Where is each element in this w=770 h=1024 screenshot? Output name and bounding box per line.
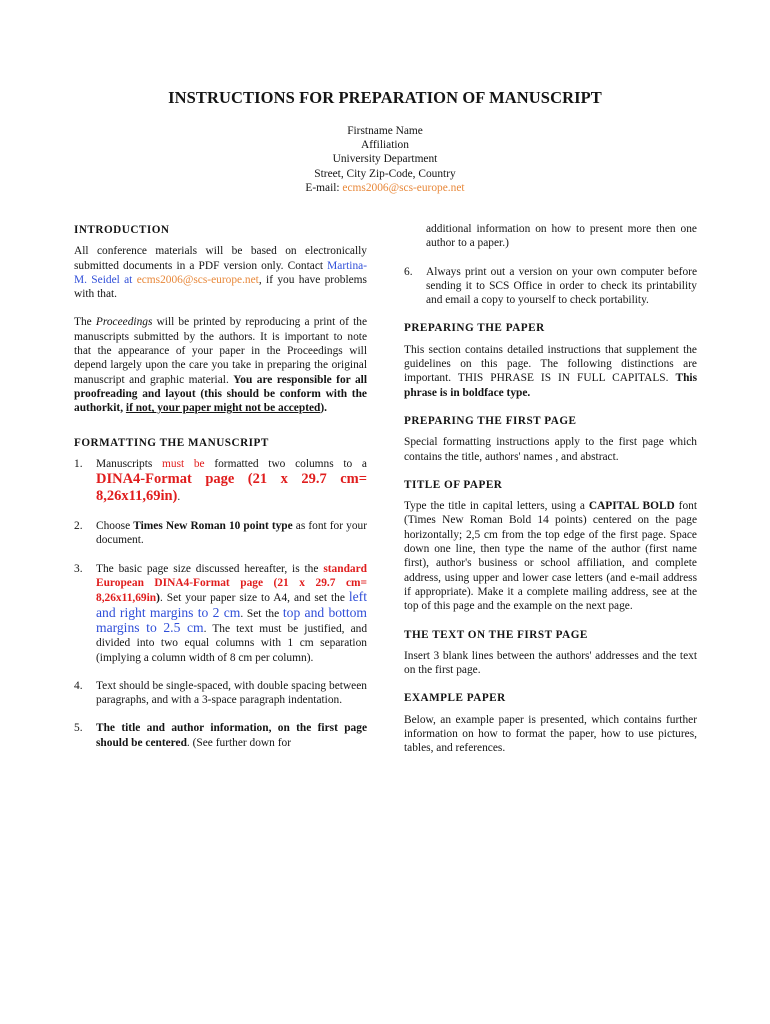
text-run: Type the title in capital letters, using a (404, 500, 589, 513)
text-run: formatted two columns to a (204, 457, 367, 470)
text-run: CAPITAL BOLD (588, 500, 675, 513)
text-run: standard European DINA4-Format page (21 x 29.7 cm= 8,26x11,69in (96, 562, 367, 605)
list-item-3 (74, 562, 367, 665)
text-run: Proceedings (95, 316, 153, 329)
author-email (0, 181, 770, 195)
text-run: Choose (96, 520, 134, 533)
text-run: This section contains detailed instructions that supplement the guidelines on this page. The following distinctions are important. THIS PHRASE IS IN FULL CAPITALS. (404, 343, 697, 385)
text-run: will be printed by reproducing a print of the manuscripts submitted by the authors. It is important to note that the appearance of your paper in the Proceedings will depend largely upon the care you take in preparing the original manuscript and graphic material. (74, 316, 367, 386)
text-first-page-paragraph: Insert 3 blank lines between the authors' addresses and the text on the first page. (404, 649, 697, 677)
intro-paragraph-2 (74, 315, 367, 415)
section-heading-text-first-page: THE TEXT ON THE FIRST PAGE (404, 628, 588, 641)
text-run: ) (156, 592, 160, 605)
list-number: 1. (74, 457, 83, 470)
paper-title: INSTRUCTIONS FOR PREPARATION OF MANUSCRIPT (168, 88, 602, 107)
text-run: must be (162, 457, 205, 470)
list-item-text (96, 520, 367, 546)
right-column (404, 222, 697, 756)
list-item-text (96, 722, 367, 748)
text-run: The (74, 316, 96, 329)
left-column (74, 222, 367, 750)
list-item-5-continuation: additional information on how to present more then one author to a paper.) (426, 223, 697, 250)
section-heading-formatting: FORMATTING THE MANUSCRIPT (74, 436, 269, 449)
text-run[interactable]: ecms2006@scs-europe.net (136, 273, 259, 286)
first-page-paragraph: Special formatting instructions apply to the first page which contains the title, authors' names , and abstract. (404, 436, 697, 463)
list-item-4 (74, 679, 367, 708)
list-number: 3. (74, 562, 83, 575)
list-item-1 (74, 457, 367, 505)
text-run: Manuscripts (96, 457, 163, 470)
list-item-text (96, 458, 367, 503)
section-heading-preparing-paper: PREPARING THE PAPER (404, 322, 545, 335)
text-run: . The text must be justified, and divided into two equal columns with 1 cm separation (implying a column width of 8 cm per column). (96, 622, 368, 664)
list-item-text: Always print out a version on your own computer before sending it to SCS Office in order to check its printability and email a copy to yourself to check portability. (426, 265, 697, 307)
text-run: Times New Roman 10 point type (133, 520, 293, 533)
list-number: 2. (74, 520, 83, 533)
section-heading-example-paper: EXAMPLE PAPER (404, 692, 506, 705)
list-number: 6. (404, 265, 413, 278)
list-item-6 (404, 265, 697, 308)
text-run: The basic page size discussed hereafter, is the (96, 562, 324, 575)
intro-paragraph-1 (74, 244, 367, 301)
title-of-paper-paragraph (404, 499, 697, 613)
section-heading-first-page: PREPARING THE FIRST PAGE (404, 414, 577, 427)
text-run: left and right margins to 2 cm (96, 589, 367, 620)
text-run: . (177, 491, 181, 504)
text-run: as font for your document. (96, 520, 367, 547)
list-item-text (96, 680, 367, 706)
author-department: University Department (332, 153, 438, 166)
text-run: , if you have problems with that. (74, 273, 367, 301)
section-heading-introduction: INTRODUCTION (74, 224, 170, 236)
list-number: 4. (74, 679, 83, 692)
author-address: Street, City Zip-Code, Country (314, 167, 456, 180)
text-run: . Set the (240, 607, 283, 620)
list-number: 5. (74, 722, 83, 735)
text-run: ). (320, 402, 328, 415)
author-affiliation: Affiliation (361, 139, 409, 152)
text-run: top and bottom margins to 2.5 cm (96, 604, 367, 635)
section-heading-title-of-paper: TITLE OF PAPER (404, 478, 503, 491)
text-run: font (Times New Roman Bold 14 points) centered on the page horizontally; 2,5 cm from the top edge of the first page. Space down one line, then type the name of the author (first name first), author's business or school affiliation, and complete address, using upper and lower case letters (and e-mail address if appropriate). Make it a complete mailing address, see at the top of this page and the example on the next page. (404, 500, 698, 613)
text-run: The title and author information, on the first page should be centered (96, 722, 367, 749)
author-name: Firstname Name (347, 125, 423, 137)
list-item-2 (74, 519, 367, 548)
text-run: Text should be single-spaced, with double spacing between paragraphs, and with a 3-space paragraph indentation. (96, 679, 367, 707)
example-paper-paragraph: Below, an example paper is presented, which contains further information on how to format the paper, how to use pictures, tables, and references. (404, 713, 697, 755)
text-run: This phrase is in boldface type. (404, 372, 697, 399)
email-label: E-mail: (305, 181, 343, 194)
email-link[interactable]: ecms2006@scs-europe.net (342, 181, 465, 194)
list-item-5 (74, 721, 367, 750)
list-item-text (96, 563, 367, 664)
text-run: All conference materials will be based on electronically submitted documents in a PDF version only. Contact (74, 245, 367, 272)
text-run: if not, your paper might not be accepted (125, 402, 321, 415)
author-block (0, 124, 770, 195)
text-run: . Set your paper size to A4, and set the (159, 592, 349, 605)
text-run: DINA4-Format page (21 x 29.7 cm= 8,26x11,69in) (96, 471, 367, 505)
text-run: You are responsible for all proofreading and layout (this should be conform with the authorkit, (74, 373, 367, 415)
text-run: . (See further down for (186, 736, 291, 749)
preparing-paper-paragraph (404, 343, 697, 400)
text-run[interactable]: Martina-M. Seidel at (74, 259, 367, 286)
